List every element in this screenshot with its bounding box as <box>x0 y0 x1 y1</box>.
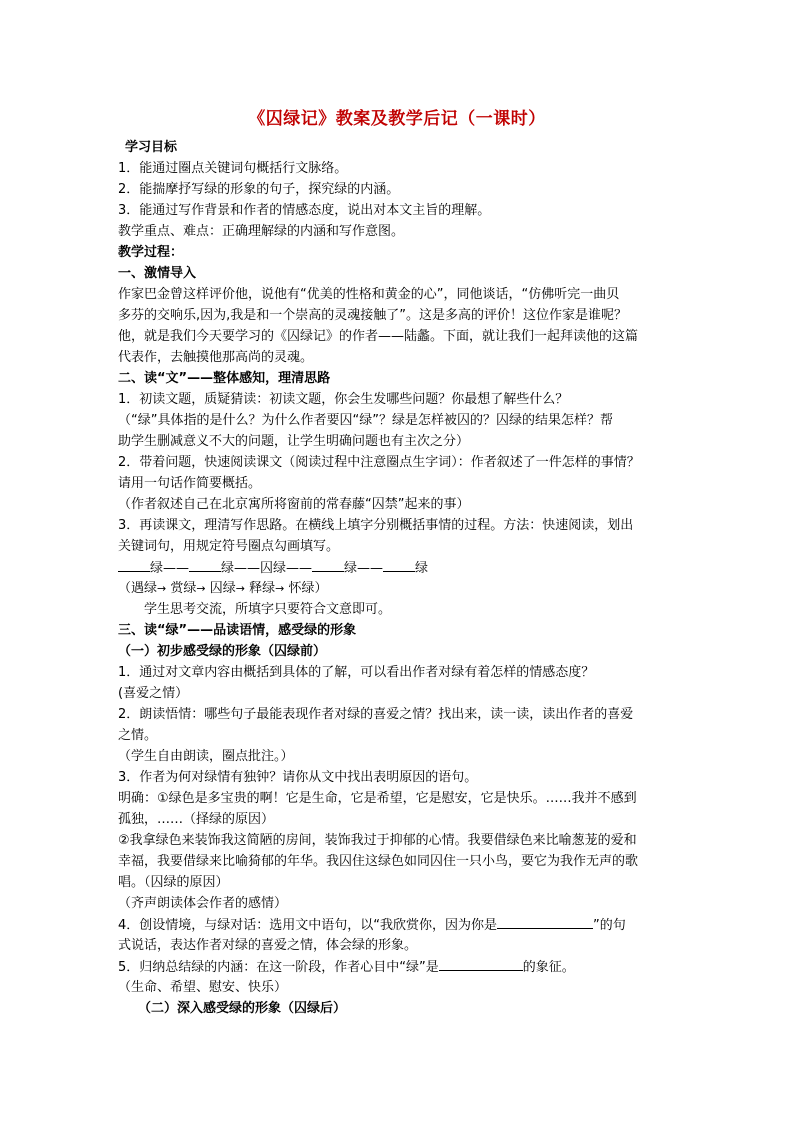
paragraph-line: 1．通过对文章内容由概括到具体的了解，可以看出作者对绿有着怎样的情感态度？ <box>118 665 595 680</box>
flow-step: 囚绿 <box>209 581 236 596</box>
fill-blank <box>439 956 523 971</box>
paragraph-line: （生命、希望、慰安、快乐） <box>118 980 288 995</box>
paragraph-line: 关键词句，用规定符号圈点勾画填写。 <box>118 539 340 554</box>
section-heading: 三、读“绿”——品读语情，感受绿的形象 <box>118 623 357 638</box>
item4-line <box>118 914 680 935</box>
paragraph-line: 之情。 <box>118 728 158 743</box>
item4-text: ”的句 <box>593 918 626 933</box>
arrow-right-icon: → <box>157 582 167 595</box>
paragraph-line: 1．初读文题，质疑猜读：初读文题，你会生发哪些问题？你最想了解些什么？ <box>118 392 569 407</box>
arrow-right-icon: → <box>275 582 285 595</box>
paragraph-line: 2．带着问题，快速阅读课文（阅读过程中注意圈点生字词）：作者叙述了一件怎样的事情？ <box>118 455 640 470</box>
paragraph-line: 3．作者为何对绿情有独钟？请你从文中找出表明原因的语句。 <box>118 770 478 785</box>
paragraph-line: 他，就是我们今天要学习的《囚绿记》的作者——陆蠡。下面，就让我们一起拜读他的这篇 <box>118 329 639 344</box>
document-body <box>118 137 680 1019</box>
fill-text: 绿——囚绿—— <box>221 561 313 576</box>
key-points: 教学重点、难点：正确理解绿的内涵和写作意图。 <box>118 224 405 239</box>
paragraph-line: （学生自由朗读，圈点批注。） <box>118 749 294 764</box>
paragraph-line: 孤独，……（择绿的原因） <box>118 812 275 827</box>
subsection-heading: （一）初步感受绿的形象（囚绿前） <box>118 644 327 659</box>
fill-blank-line <box>118 557 680 578</box>
fill-text: 绿—— <box>150 561 190 576</box>
objective-item: 1．能通过圈点关键词句概括行文脉络。 <box>118 161 348 176</box>
paragraph-line: 多芬的交响乐,因为,我是和一个崇高的灵魂接触了”。这是多高的评价！这位作家是谁呢？ <box>118 308 628 323</box>
subsection-heading: （二）深入感受绿的形象（囚绿后） <box>138 1001 347 1016</box>
item5-text: 5．归纳总结绿的内涵：在这一阶段，作者心目中“绿”是 <box>118 960 439 975</box>
objective-item: 2．能揣摩抒写绿的形象的句子，探究绿的内涵。 <box>118 182 400 197</box>
item5-line <box>118 956 680 977</box>
paragraph-line: 式说话，表达作者对绿的喜爱之情，体会绿的形象。 <box>118 938 418 953</box>
flow-bracket: （ <box>118 581 132 596</box>
paragraph-line: （齐声朗读体会作者的感情） <box>118 896 288 911</box>
paragraph-line: 代表作，去触摸他那高尚的灵魂。 <box>118 350 314 365</box>
fill-blank <box>118 557 150 572</box>
flow-step: 释绿 <box>249 581 276 596</box>
process-heading: 教学过程： <box>118 245 184 260</box>
paragraph-line: （作者叙述自己在北京寓所将窗前的常春藤“囚禁”起来的事） <box>118 497 470 512</box>
paragraph-line: 明确：①绿色是多宝贵的啊！它是生命，它是希望，它是慰安，它是快乐。……我并不感到 <box>118 791 637 806</box>
flow-step: 怀绿 <box>288 581 315 596</box>
objective-item: 3．能通过写作背景和作者的情感态度，说出对本文主旨的理解。 <box>118 203 491 218</box>
paragraph-line: 请用一句话作简要概括。 <box>118 476 262 491</box>
paragraph-line: （“绿”具体指的是什么？为什么作者要囚“绿”？绿是怎样被囚的？囚绿的结果怎样？帮 <box>118 413 613 428</box>
flow-bracket: ） <box>314 581 328 596</box>
fill-blank <box>189 557 221 572</box>
section-heading: 二、读“文”——整体感知，理清思路 <box>118 371 331 386</box>
paragraph-line: 幸福，我要借绿来比喻猗郁的年华。我囚住这绿色如同囚住一只小鸟，要它为我作无声的歌 <box>118 854 639 869</box>
fill-blank <box>497 914 593 929</box>
paragraph-line: 2．朗读悟情：哪些句子最能表现作者对绿的喜爱之情？找出来，读一读，读出作者的喜爱 <box>118 707 634 722</box>
paragraph-line: ②我拿绿色来装饰我这简陋的房间，装饰我过于抑郁的心情。我要借绿色来比喻葱茏的爱和 <box>118 833 637 848</box>
item5-text: 的象征。 <box>522 960 575 975</box>
section-heading: 一、激情导入 <box>118 266 197 281</box>
flow-line <box>118 578 680 599</box>
paragraph-line: (喜爱之情） <box>118 686 189 701</box>
objectives-heading: 学习目标 <box>125 140 178 155</box>
fill-blank <box>312 557 344 572</box>
paragraph-line: 助学生删减意义不大的问题，让学生明确问题也有主次之分） <box>118 434 470 449</box>
item4-text: 4．创设情境，与绿对话：选用文中语句，以“我欣赏你，因为你是 <box>118 918 498 933</box>
paragraph-line: 唱。（囚绿的原因） <box>118 875 229 890</box>
flow-step: 赏绿 <box>170 581 197 596</box>
fill-blank <box>383 557 415 572</box>
arrow-right-icon: → <box>196 582 206 595</box>
fill-text: 绿—— <box>344 561 384 576</box>
document-title: 《囚绿记》教案及教学后记（一课时） <box>248 109 546 129</box>
paragraph-line: 3．再读课文，理清写作思路。在横线上填字分别概括事情的过程。方法：快速阅读，划出 <box>118 518 634 533</box>
paragraph-line: 作家巴金曾这样评价他，说他有“优美的性格和黄金的心”，同他谈话，“仿佛听完一曲贝 <box>118 287 620 302</box>
flow-step: 遇绿 <box>131 581 158 596</box>
fill-text: 绿 <box>415 561 429 576</box>
paragraph-line: 学生思考交流，所填字只要符合文意即可。 <box>144 602 392 617</box>
arrow-right-icon: → <box>235 582 245 595</box>
